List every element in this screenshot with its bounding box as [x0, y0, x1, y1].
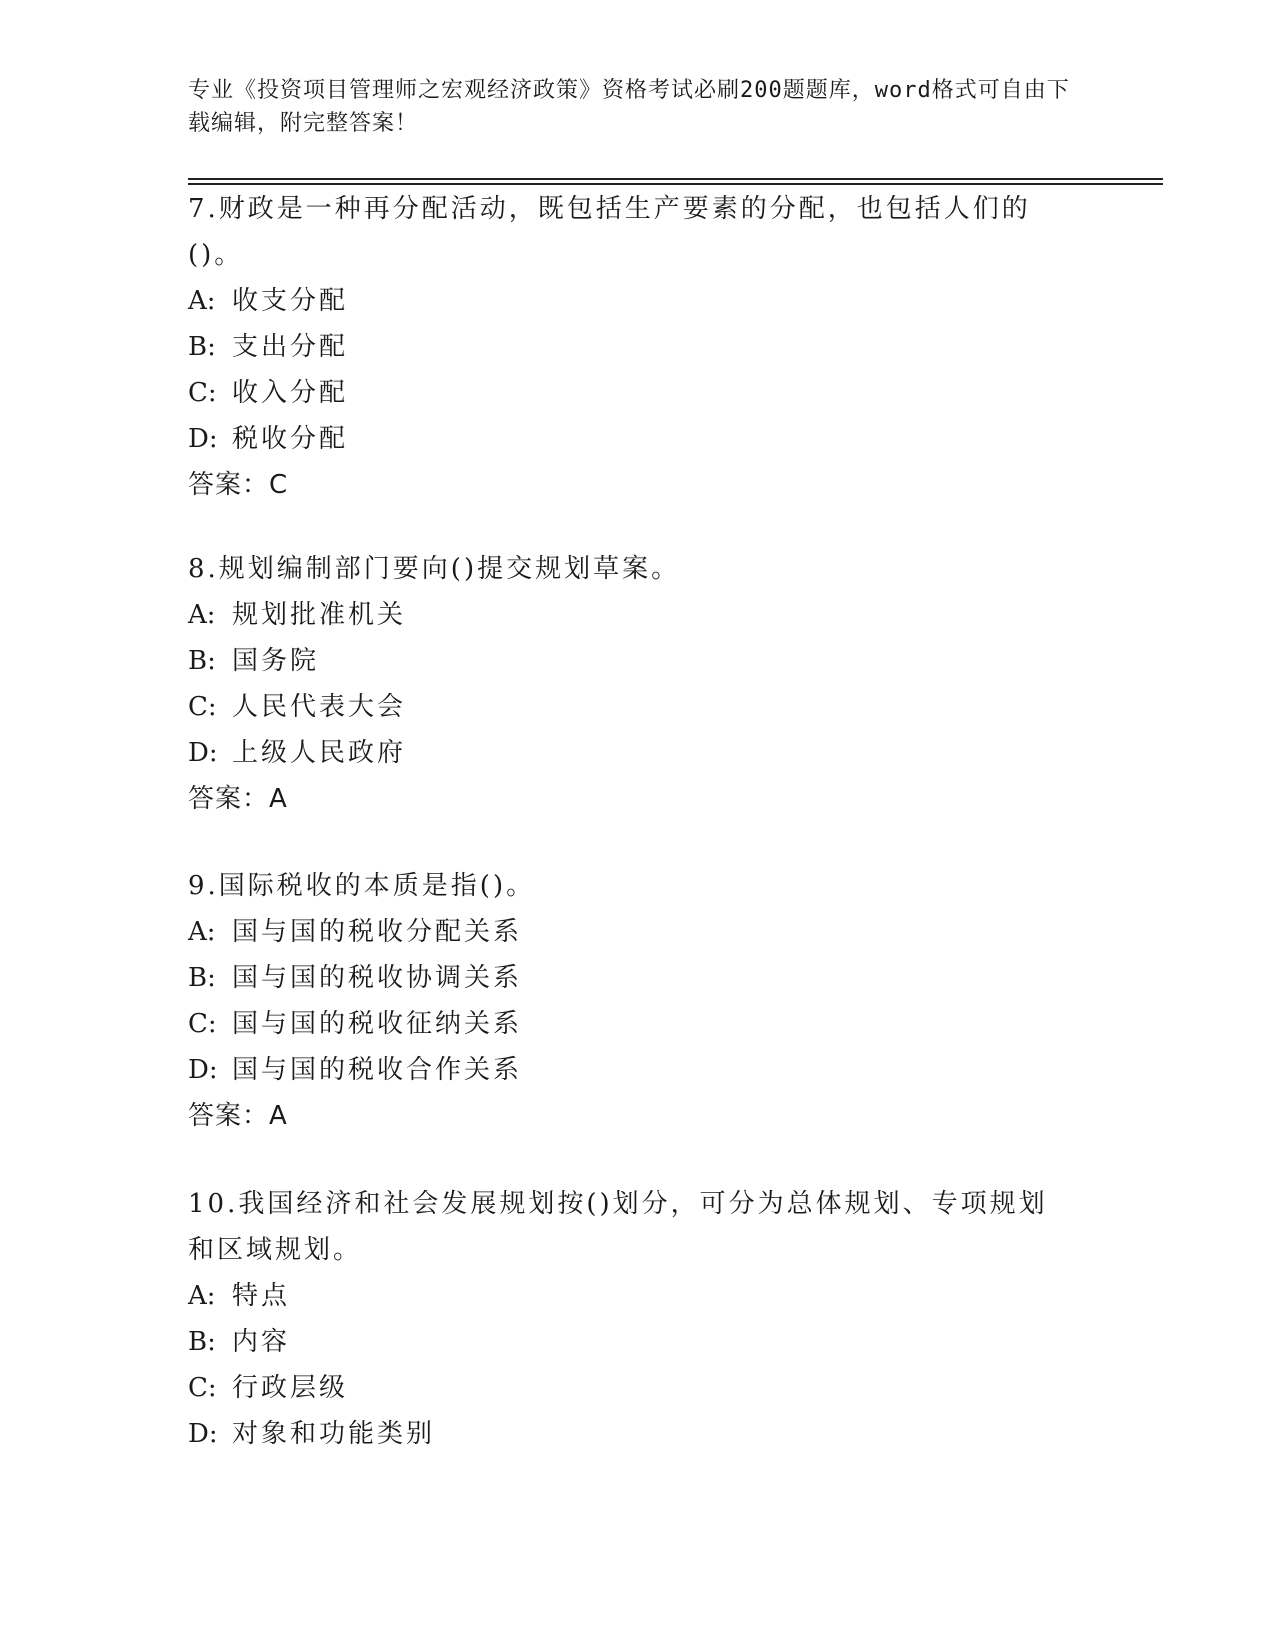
question-7: [188, 186, 1088, 508]
option-b: [188, 324, 1088, 370]
option-a: [188, 592, 1088, 638]
option-text: 国与国的税收征纳关系: [232, 1009, 523, 1039]
option-letter: D:: [188, 1055, 218, 1085]
option-c: [188, 684, 1088, 730]
option-text: 国务院: [232, 646, 320, 676]
option-b: [188, 955, 1088, 1001]
option-d: [188, 1411, 1088, 1457]
option-letter: D:: [188, 738, 218, 768]
option-letter: A:: [188, 600, 216, 630]
option-letter: B:: [188, 332, 216, 362]
option-text: 上级人民政府: [232, 738, 407, 768]
header-divider-top: [188, 178, 1163, 180]
question-8: [188, 546, 1088, 822]
option-text: 行政层级: [232, 1373, 349, 1403]
answer-label: 答案：A: [188, 784, 288, 814]
option-d: [188, 730, 1088, 776]
option-text: 支出分配: [232, 332, 349, 362]
option-letter: A:: [188, 286, 216, 316]
option-text: 人民代表大会: [232, 692, 407, 722]
option-letter: C:: [188, 692, 217, 722]
option-letter: C:: [188, 378, 217, 408]
question-9: [188, 863, 1088, 1139]
option-text: 国与国的税收协调关系: [232, 963, 523, 993]
header-divider-bottom: [188, 183, 1163, 185]
option-text: 内容: [232, 1327, 291, 1357]
question-10: [188, 1181, 1088, 1457]
option-b: [188, 1319, 1088, 1365]
option-c: [188, 1001, 1088, 1047]
option-text: 收入分配: [232, 378, 349, 408]
option-c: [188, 370, 1088, 416]
option-letter: B:: [188, 963, 216, 993]
option-letter: C:: [188, 1373, 217, 1403]
option-c: [188, 1365, 1088, 1411]
option-text: 税收分配: [232, 424, 349, 454]
option-text: 国与国的税收分配关系: [232, 917, 523, 947]
option-letter: D:: [188, 424, 218, 454]
option-letter: A:: [188, 917, 216, 947]
option-d: [188, 416, 1088, 462]
option-text: 收支分配: [232, 286, 349, 316]
question-stem: 10.我国经济和社会发展规划按()划分，可分为总体规划、专项规划和区域规划。: [188, 1189, 1048, 1265]
option-text: 规划批准机关: [232, 600, 407, 630]
option-b: [188, 638, 1088, 684]
question-stem: 7.财政是一种再分配活动，既包括生产要素的分配，也包括人们的()。: [188, 194, 1031, 270]
answer-label: 答案：C: [188, 470, 289, 500]
option-a: [188, 278, 1088, 324]
option-text: 对象和功能类别: [232, 1419, 436, 1449]
option-text: 国与国的税收合作关系: [232, 1055, 523, 1085]
option-letter: B:: [188, 1327, 216, 1357]
document-header: 专业《投资项目管理师之宏观经济政策》资格考试必刷200题题库，word格式可自由下载编辑，附完整答案！: [188, 78, 1070, 136]
option-letter: B:: [188, 646, 216, 676]
option-letter: A:: [188, 1281, 216, 1311]
question-stem: 8.规划编制部门要向()提交规划草案。: [188, 554, 681, 584]
question-stem: 9.国际税收的本质是指()。: [188, 871, 536, 901]
option-letter: C:: [188, 1009, 217, 1039]
option-a: [188, 1273, 1088, 1319]
answer-label: 答案：A: [188, 1101, 288, 1131]
option-a: [188, 909, 1088, 955]
option-text: 特点: [232, 1281, 291, 1311]
option-letter: D:: [188, 1419, 218, 1449]
option-d: [188, 1047, 1088, 1093]
